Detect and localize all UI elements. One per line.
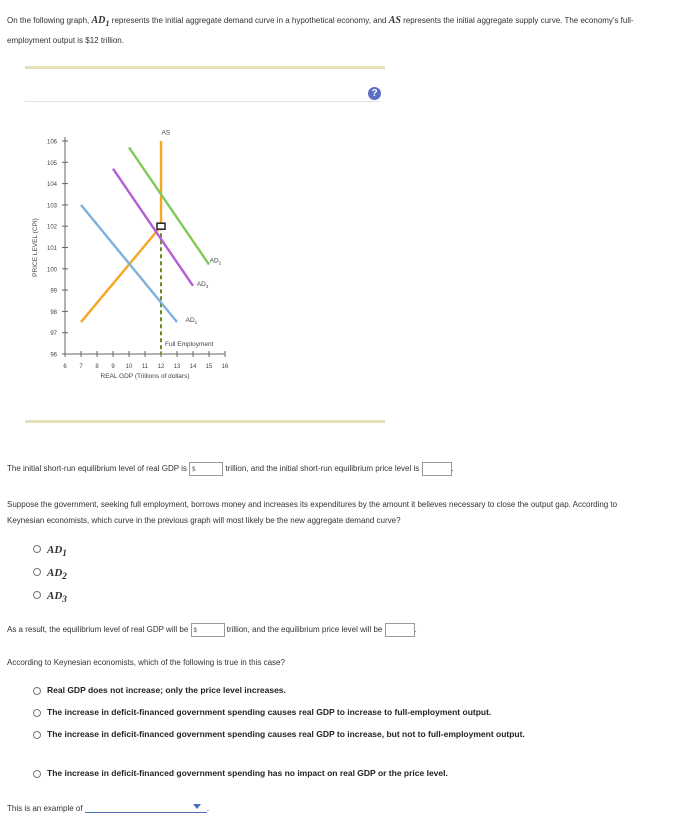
graph-top-divider <box>25 66 385 69</box>
q4-option-3[interactable]: The increase in deficit-financed government spending causes real GDP to increase, but not to full-employment output. <box>33 726 617 743</box>
x-tick-label: 13 <box>173 364 181 370</box>
radio-ad3[interactable] <box>33 591 41 599</box>
question-4: According to Keynesian economists, which of the following is true in this case? <box>7 658 285 667</box>
label-ad2: $AD_2$ <box>209 257 222 266</box>
label-ad3: $AD_3$ <box>196 280 209 289</box>
initial-gdp-input[interactable]: $ <box>189 462 223 476</box>
x-axis-label: REAL GDP (Trillions of dollars) <box>100 373 190 380</box>
y-tick-label: 104 <box>46 182 57 189</box>
q4-option-1[interactable]: Real GDP does not increase; only the price level increases. <box>33 682 633 699</box>
y-tick-label: 100 <box>46 267 57 274</box>
x-tick-label: 9 <box>111 364 115 370</box>
example-dropdown[interactable] <box>85 802 207 813</box>
intro-text: On the following graph, $AD_1$ represents the initial aggregate demand curve in a hypothetical economy, and AS represents the initial aggregate supply curve. The economy's full-employment output is $12 trillion. <box>7 15 634 45</box>
new-gdp-input[interactable]: $ <box>191 623 225 637</box>
x-tick-label: 14 <box>189 364 197 370</box>
y-tick-label: 97 <box>50 331 57 338</box>
ad1-symbol: $AD_1$ <box>91 15 110 28</box>
chevron-down-icon <box>193 804 201 809</box>
radio-q4-1[interactable] <box>33 687 41 695</box>
equilibrium-marker <box>157 223 165 229</box>
ad-as-graph <box>25 110 385 410</box>
q2-option-ad2[interactable]: $AD_2$ <box>33 563 67 581</box>
radio-q4-2[interactable] <box>33 709 41 717</box>
x-tick-label: 8 <box>95 364 99 370</box>
new-price-level-input[interactable] <box>385 623 415 637</box>
y-tick-label: 106 <box>46 139 57 146</box>
y-tick-label: 96 <box>50 352 57 359</box>
chart-series <box>81 141 209 322</box>
graph-header-line <box>25 101 380 102</box>
full-employment-label: Full Employment <box>165 341 214 348</box>
graph-bottom-divider <box>25 420 385 423</box>
q4-option-2[interactable]: The increase in deficit-financed government spending causes real GDP to increase to full-employment output. <box>33 704 633 721</box>
question-2: Suppose the government, seeking full employment, borrows money and increases its expenditures by the amount it believes necessary to close the output gap. According to Keynesian economists, which curve in the previous graph will most likely be the new aggregate demand curve? <box>7 500 618 525</box>
y-tick-label: 99 <box>50 288 57 295</box>
x-tick-label: 10 <box>125 364 133 370</box>
y-axis-label: PRICE LEVEL (CPI) <box>32 218 39 277</box>
q4-option-4[interactable]: The increase in deficit-financed government spending has no impact on real GDP or the price level. <box>33 765 633 782</box>
y-tick-label: 103 <box>46 203 57 210</box>
x-tick-label: 6 <box>63 364 67 370</box>
radio-q4-3[interactable] <box>33 731 41 739</box>
q2-option-ad3[interactable]: $AD_3$ <box>33 586 67 604</box>
chart-labels <box>161 130 221 325</box>
x-tick-label: 16 <box>221 364 229 370</box>
radio-q4-4[interactable] <box>33 770 41 778</box>
y-tick-label: 105 <box>46 160 57 167</box>
label-ad1: $AD_1$ <box>185 317 198 326</box>
initial-price-level-input[interactable] <box>422 462 452 476</box>
x-tick-label: 11 <box>141 364 149 370</box>
x-tick-label: 12 <box>157 364 165 370</box>
x-tick-label: 7 <box>79 364 83 370</box>
help-icon[interactable]: ? <box>368 87 381 100</box>
series-ad2 <box>129 147 209 264</box>
as-symbol: AS <box>388 15 401 26</box>
y-tick-label: 102 <box>46 224 57 231</box>
y-tick-label: 101 <box>46 246 57 252</box>
series-as <box>81 141 161 322</box>
label-as: AS <box>161 129 171 137</box>
x-tick-label: 15 <box>205 364 213 370</box>
y-tick-label: 98 <box>50 309 57 316</box>
question-3: As a result, the equilibrium level of real GDP will be $ trillion, and the equilibrium price level will be . <box>7 623 417 637</box>
question-1: The initial short-run equilibrium level of real GDP is $ trillion, and the initial short-run equilibrium price level is . <box>7 462 454 476</box>
q2-option-ad1[interactable]: $AD_1$ <box>33 540 67 558</box>
full-employment-line <box>161 226 214 354</box>
radio-ad2[interactable] <box>33 568 41 576</box>
radio-ad1[interactable] <box>33 545 41 553</box>
example-sentence: This is an example of . <box>7 804 210 813</box>
